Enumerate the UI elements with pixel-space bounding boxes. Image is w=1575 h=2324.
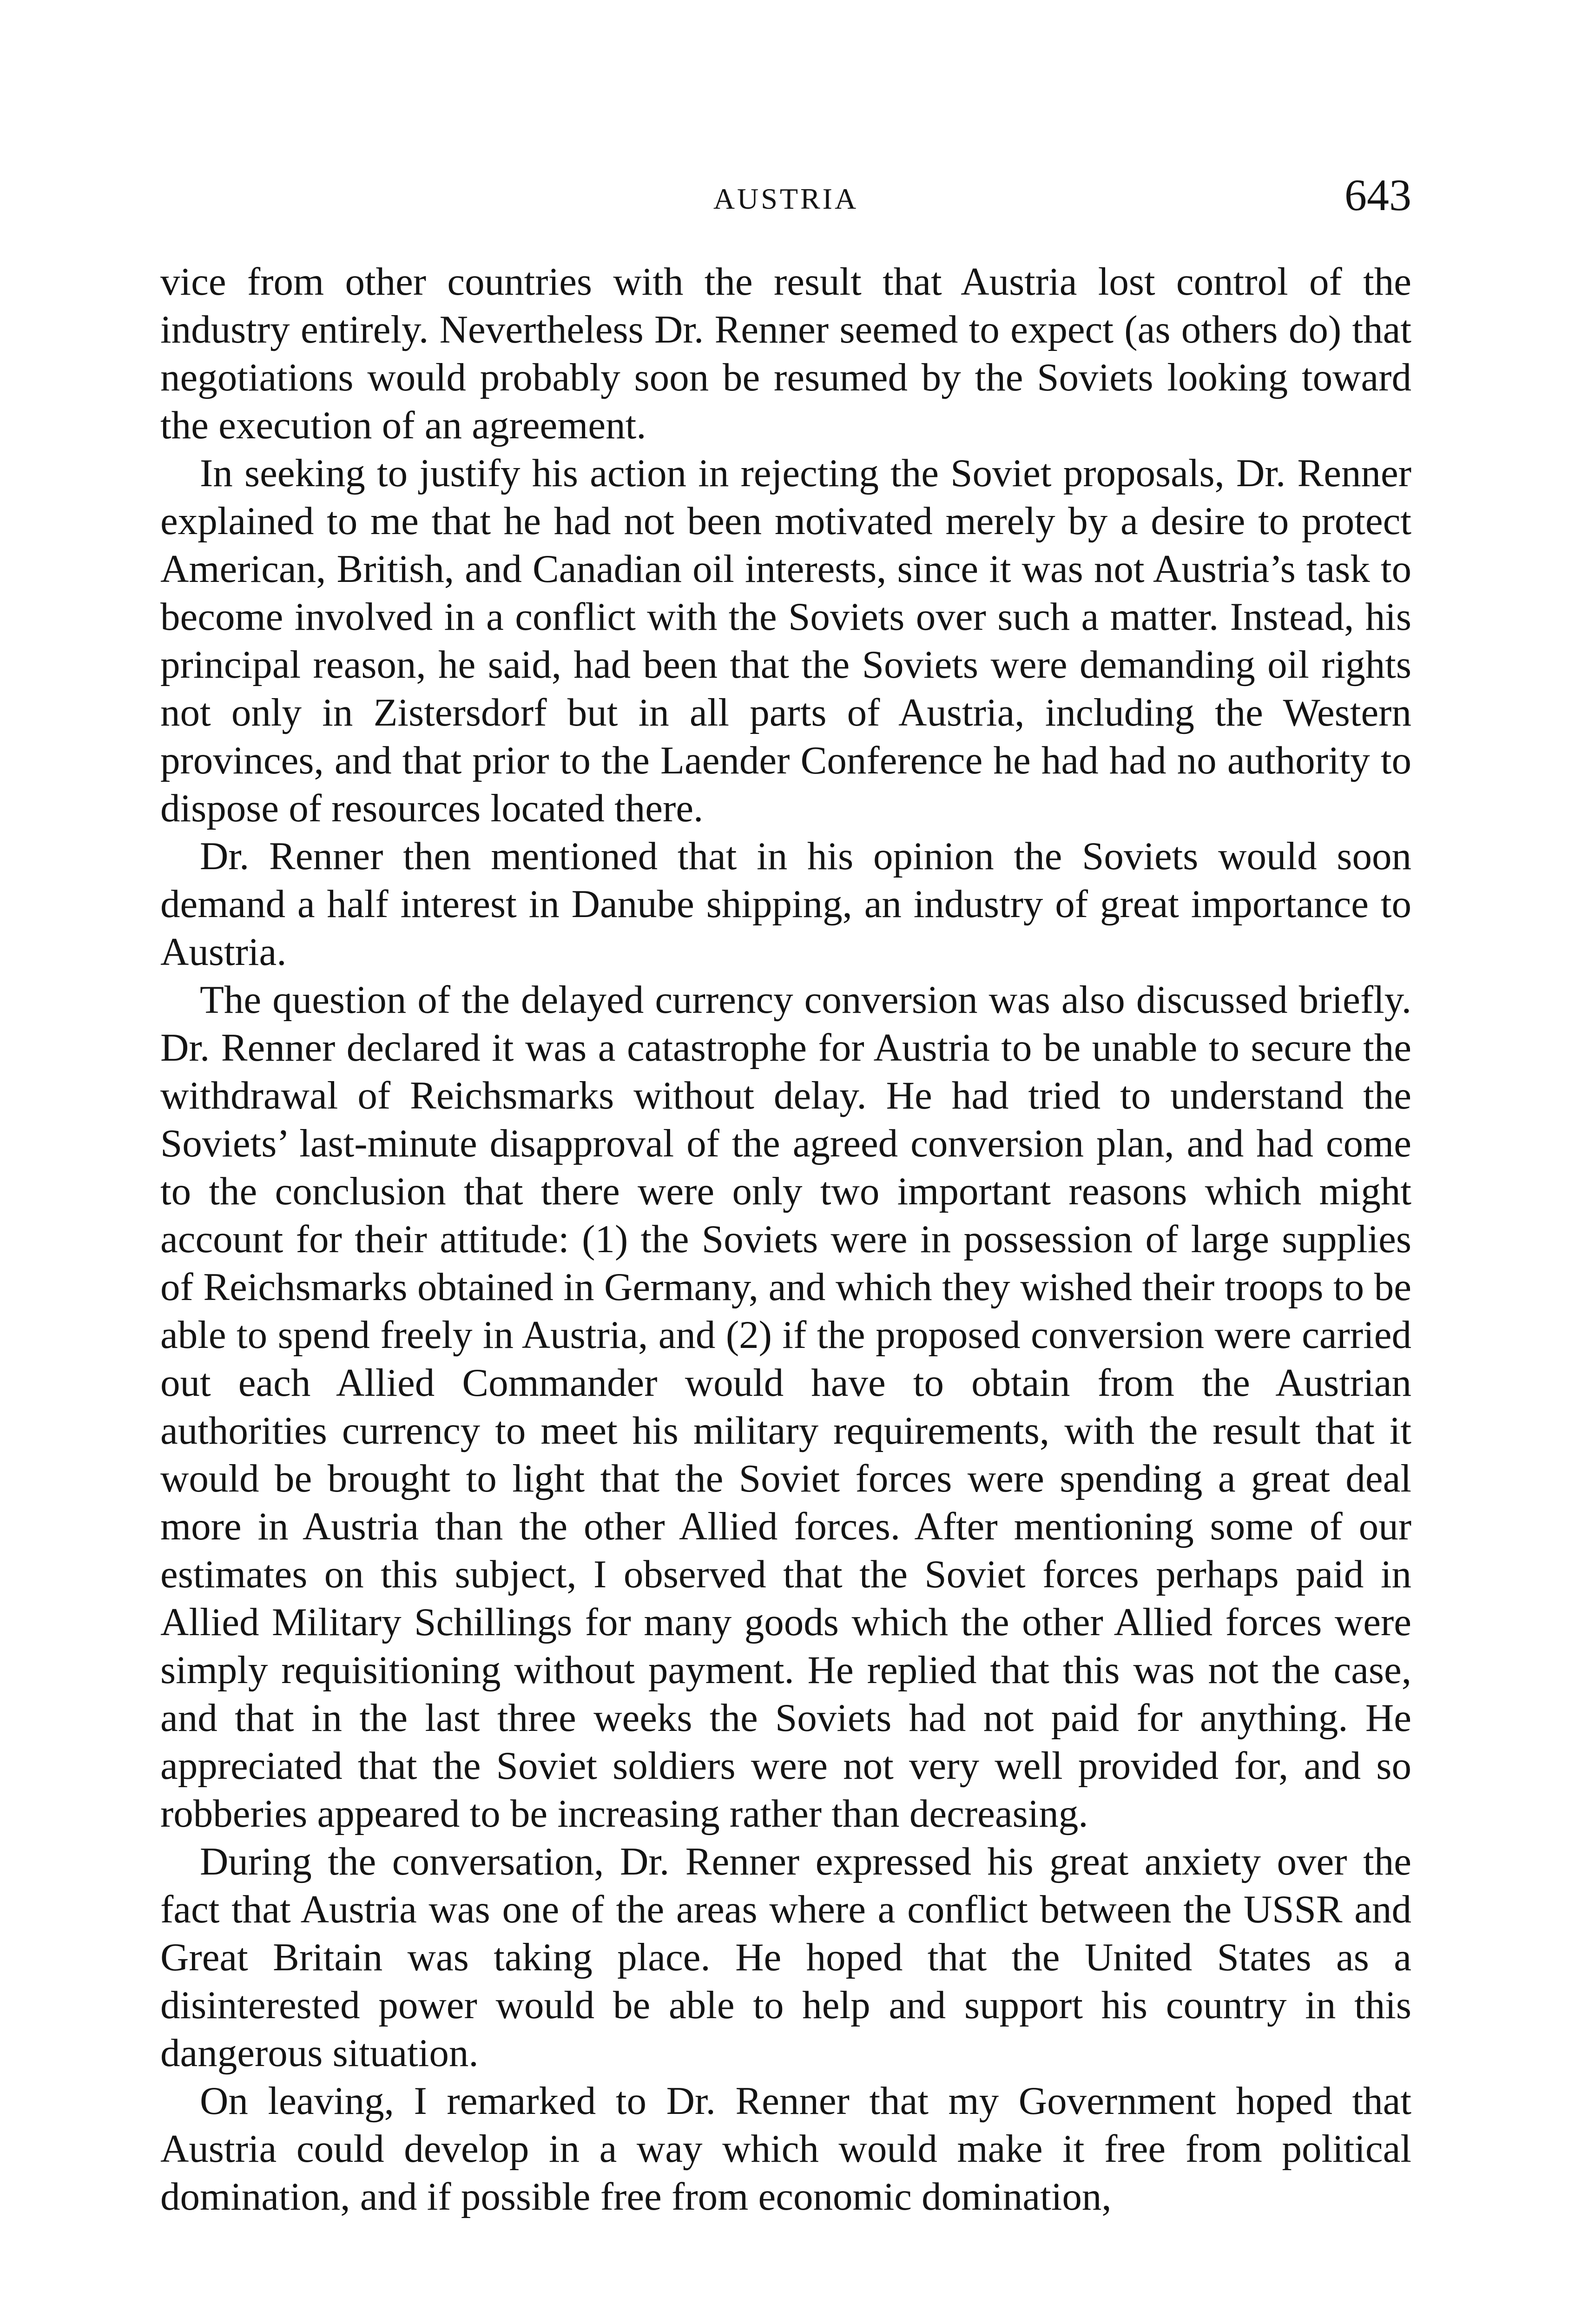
- paragraph: Dr. Renner then mentioned that in his opinion the Soviets would soon demand a half interest in Danube shipping, an industry of great importance to Austria.: [160, 834, 1411, 974]
- page-number: 643: [1344, 170, 1411, 220]
- paragraph: In seeking to justify his action in rejecting the Soviet proposals, Dr. Renner explained to me that he had not been motivated merely by a desire to protect American, British, and Canadian oil interests, since it was not Austria’s task to become involved in a conflict with the Soviets over such a matter. Instead, his principal reason, he said, had been that the Soviets were demanding oil rights not only in Zistersdorf but in all parts of Austria, including the Western provinces, and that prior to the Laender Conference he had had no authority to dispose of resources located there.: [160, 451, 1411, 830]
- paragraph: The question of the delayed currency conversion was also discussed briefly. Dr. Renner declared it was a catastrophe for Austria to be unable to secure the withdrawal of Reichsmarks without delay. He had tried to understand the Soviets’ last-minute disapproval of the agreed conversion plan, and had come to the conclusion that there were only two important reasons which might account for their attitude: (1) the Soviets were in possession of large supplies of Reichsmarks obtained in Germany, and which they wished their troops to be able to spend freely in Austria, and (2) if the proposed conversion were carried out each Allied Commander would have to obtain from the Austrian authorities currency to meet his military requirements, with the result that it would be brought to light that the Soviet forces were spending a great deal more in Austria than the other Allied forces. After mentioning some of our estimates on this subject, I observed that the Soviet forces perhaps paid in Allied Military Schillings for many goods which the other Allied forces were simply requisitioning without payment. He replied that this was not the case, and that in the last three weeks the Soviets had not paid for anything. He appreciated that the Soviet soldiers were not very well provided for, and so robberies appeared to be increasing rather than decreasing.: [160, 978, 1411, 1835]
- running-title: AUSTRIA: [713, 182, 859, 215]
- paragraph: During the conversation, Dr. Renner expressed his great anxiety over the fact that Austria was one of the areas where a conflict between the USSR and Great Britain was taking place. He hoped that the United States as a disinterested power would be able to help and support his country in this dangerous situation.: [160, 1840, 1411, 2075]
- running-header: [160, 172, 1411, 223]
- paragraph-continued: vice from other countries with the result that Austria lost control of the industry entirely. Nevertheless Dr. Renner seemed to expect (as others do) that negotiations would probably soon be resumed by the Soviets looking toward the execution of an agreement.: [160, 260, 1411, 447]
- body-text: [160, 258, 1411, 2221]
- paragraph: On leaving, I remarked to Dr. Renner that my Government hoped that Austria could develop in a way which would make it free from political domination, and if possible free from economic domination,: [160, 2079, 1411, 2218]
